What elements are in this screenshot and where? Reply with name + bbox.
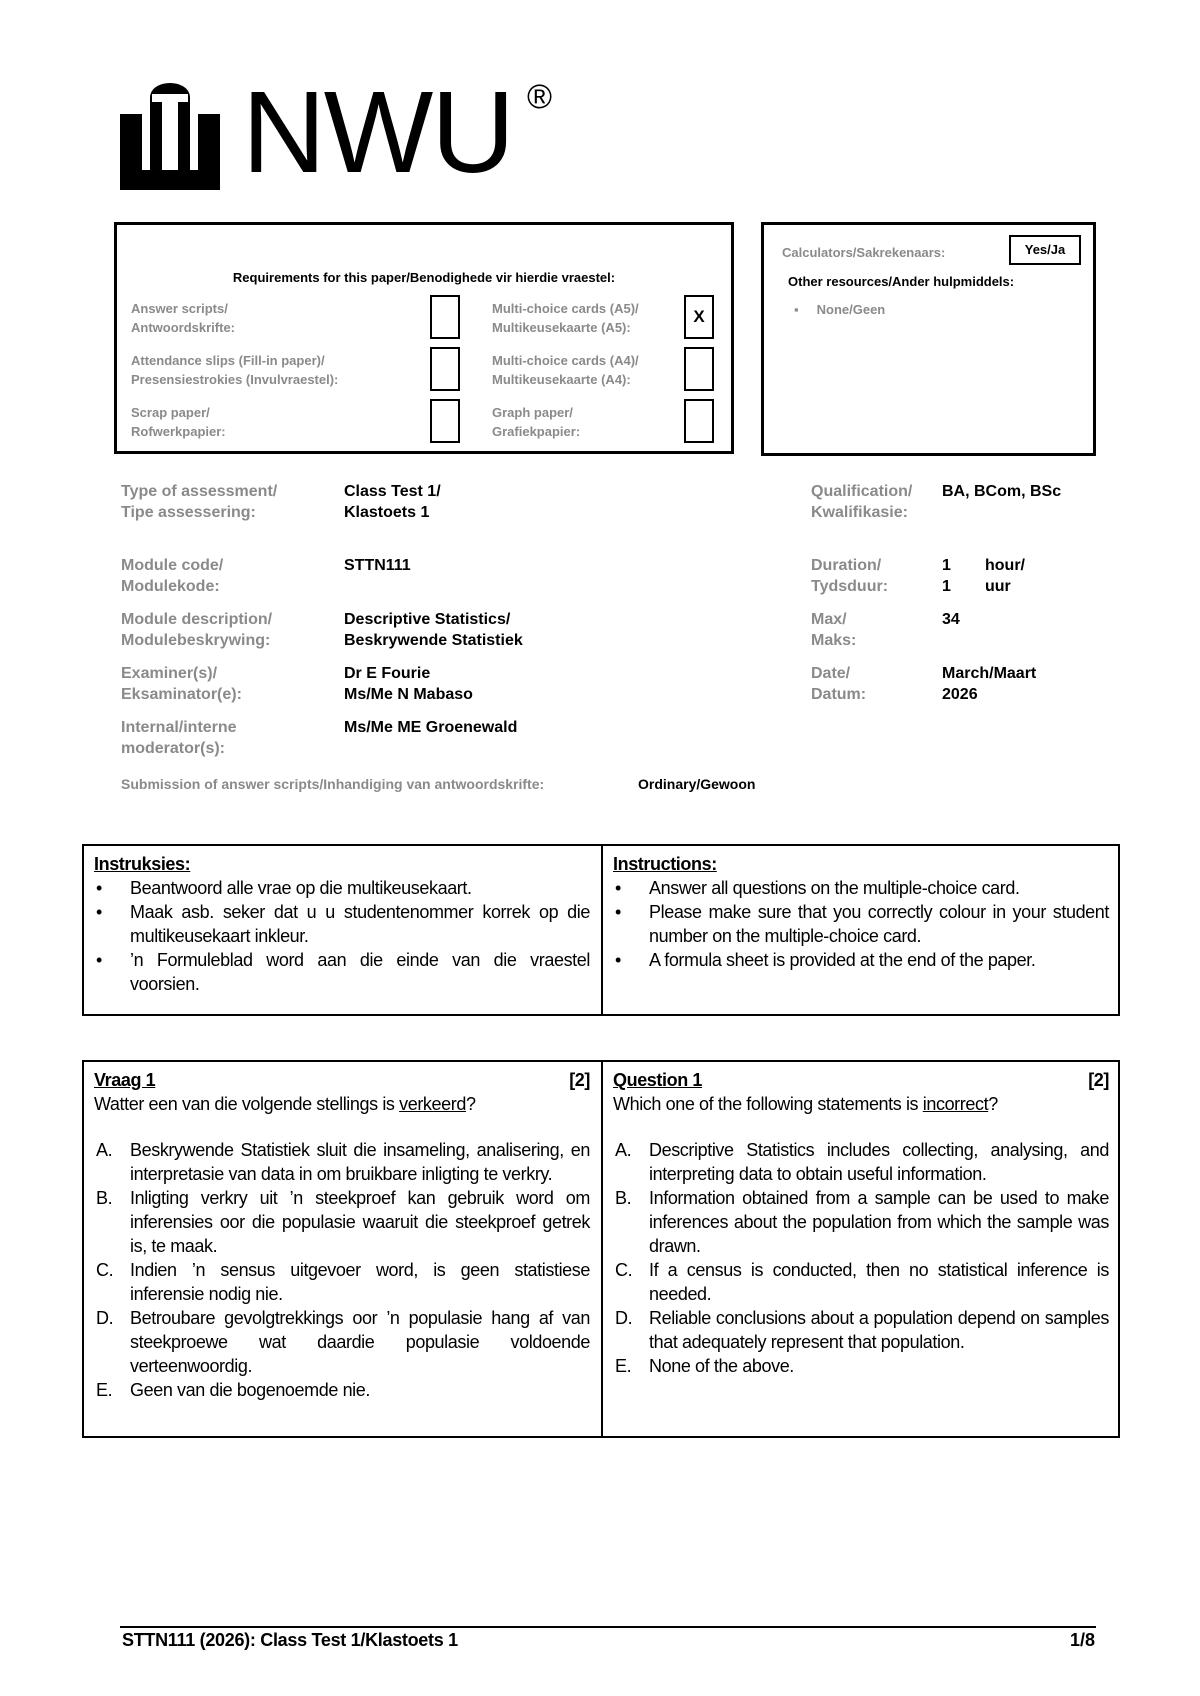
option-a[interactable] (613, 1138, 1109, 1186)
submission-label: Submission of answer scripts/Inhandiging van antwoordskrifte: (121, 776, 545, 792)
label-line: Type of assessment/ (121, 483, 278, 500)
instructions-en-title: Instructions: (613, 854, 717, 874)
requirement-label-af: Grafiekpapier: (492, 424, 581, 439)
option-letter: A. (96, 1140, 113, 1160)
requirement-label-en: Attendance slips (Fill-in paper)/ (131, 353, 325, 368)
graph-paper-checkbox[interactable] (684, 399, 714, 443)
list-item: • A formula sheet is provided at the end of the paper. (613, 948, 1109, 972)
requirement-label-en: Scrap paper/ (131, 405, 210, 420)
calculators-label: Calculators/Sakrekenaars: (782, 245, 946, 260)
option-text: If a census is conducted, then no statistical inference is needed. (649, 1260, 1109, 1304)
resources-box (761, 222, 1096, 456)
requirement-label-af: Multikeusekaarte (A4): (492, 372, 631, 387)
qualification-value: BA, BCom, BSc (942, 483, 1062, 500)
value-line: March/Maart (942, 665, 1037, 682)
option-text: Geen van die bogenoemde nie. (130, 1380, 370, 1400)
label-line: Tydsduur: (811, 578, 889, 595)
option-letter: E. (615, 1356, 632, 1376)
module-code-label (121, 555, 223, 597)
label-line: Modulebeskrywing: (121, 632, 271, 649)
label-line: Examiner(s)/ (121, 665, 218, 682)
instructions-en-list (613, 876, 1109, 972)
value-line: Class Test 1/ (344, 483, 441, 500)
question-1-af-marks: [2] (569, 1070, 590, 1090)
option-text: Inligting verkry uit ’n steekproef kan gebruik word om inferensies oor die populasie waaruit die steekproef getrek is, te maak. (130, 1188, 590, 1256)
option-text: Indien ’n sensus uitgevoer word, is geen statistiese inferensie nodig nie. (130, 1260, 590, 1304)
option-text: Information obtained from a sample can be used to make inferences about the population from which the sample was drawn. (649, 1188, 1109, 1256)
nwu-emblem-icon (112, 78, 228, 196)
duration-label (811, 555, 888, 597)
question-1-en-column (613, 1068, 1109, 1378)
option-letter: D. (615, 1308, 633, 1328)
option-letter: E. (96, 1380, 113, 1400)
footer-title: STTN111 (2026): Class Test 1/Klastoets 1 (122, 1630, 458, 1650)
mc-cards-a4-checkbox[interactable] (684, 347, 714, 391)
requirement-attendance-slips (131, 351, 338, 389)
logo-text: NWU (242, 67, 514, 197)
instructions-en-column (613, 852, 1109, 972)
value-line: hour/ (985, 557, 1025, 574)
column-divider (601, 846, 603, 1014)
requirement-mc-cards-a4 (492, 351, 639, 389)
value-line: Descriptive Statistics/ (344, 611, 511, 628)
stem-text: ? (465, 1094, 476, 1114)
list-item: • Maak asb. seker dat u u studentenommer korrek op die multikeusekaart inkleur. (94, 900, 590, 948)
value-line: 1 (942, 578, 951, 595)
option-letter: A. (615, 1140, 632, 1160)
submission-value: Ordinary/Gewoon (638, 776, 756, 792)
value-line: Klastoets 1 (344, 504, 430, 521)
attendance-slips-checkbox[interactable] (430, 347, 460, 391)
question-1-en-stem (613, 1092, 1109, 1116)
label-line: Internal/interne (121, 719, 237, 736)
column-divider (601, 1062, 603, 1436)
requirement-label-af: Presensiestrokies (Invulvraestel): (131, 372, 339, 387)
question-1-af-title: Vraag 1 (94, 1070, 156, 1090)
nwu-logo (112, 67, 553, 197)
option-c[interactable] (613, 1258, 1109, 1306)
scrap-paper-checkbox[interactable] (430, 399, 460, 443)
date-value (942, 663, 1036, 705)
value-line: Ms/Me N Mabaso (344, 686, 473, 703)
stem-keyword: verkeerd (399, 1094, 466, 1114)
question-1-table (82, 1060, 1120, 1438)
option-e[interactable] (613, 1354, 1109, 1378)
option-d[interactable] (613, 1306, 1109, 1354)
requirement-label-af: Antwoordskrifte: (131, 320, 235, 335)
requirement-mc-cards-a5 (492, 299, 639, 337)
option-text: Betroubare gevolgtrekkings oor ’n populasie hang af van steekproewe wat daardie populasie voldoende verteenwoordig. (130, 1308, 590, 1376)
footer-rule (120, 1626, 1096, 1628)
option-letter: C. (96, 1260, 114, 1280)
module-description-label (121, 609, 272, 651)
option-letter: D. (96, 1308, 114, 1328)
label-line: Qualification/ (811, 483, 913, 500)
label-line: Module code/ (121, 557, 224, 574)
moderator-value: Ms/Me ME Groenewald (344, 719, 518, 736)
bullet-icon: ▪ (794, 302, 799, 317)
option-d[interactable] (94, 1306, 590, 1378)
list-item: • Please make sure that you correctly colour in your student number on the multiple-choice card. (613, 900, 1109, 948)
max-value: 34 (942, 611, 960, 628)
label-line: Tipe assessering: (121, 504, 256, 521)
stem-text: Which one of the following statements is (613, 1094, 923, 1114)
question-1-af-stem (94, 1092, 590, 1116)
option-a[interactable] (94, 1138, 590, 1186)
registered-mark: ® (527, 78, 553, 116)
option-c[interactable] (94, 1258, 590, 1306)
instructions-table (82, 844, 1120, 1016)
label-line: Datum: (811, 686, 867, 703)
list-item: • Beantwoord alle vrae op die multikeusekaart. (94, 876, 590, 900)
option-text: Reliable conclusions about a population depend on samples that adequately represent that population. (649, 1308, 1109, 1352)
value-line: uur (985, 578, 1011, 595)
question-1-af-header (94, 1068, 590, 1092)
stem-text: ? (988, 1094, 998, 1114)
other-resources-label: Other resources/Ander hulpmiddels: (788, 274, 1015, 289)
option-text: Descriptive Statistics includes collecting, analysing, and interpreting data to obtain useful information. (649, 1140, 1109, 1184)
requirement-answer-scripts (131, 299, 235, 337)
answer-scripts-checkbox[interactable] (430, 295, 460, 339)
calculators-value: Yes/Ja (1009, 235, 1081, 265)
mc-cards-a5-checkbox[interactable]: X (684, 295, 714, 339)
label-line: Module description/ (121, 611, 273, 628)
stem-keyword: incorrect (922, 1094, 989, 1114)
option-text: Beskrywende Statistiek sluit die insameling, analisering, en interpretasie van data in om bruikbare inligting te verkry. (130, 1140, 590, 1184)
value-line: Dr E Fourie (344, 665, 431, 682)
date-label (811, 663, 866, 705)
requirement-label-af: Rofwerkpapier: (131, 424, 226, 439)
requirements-title: Requirements for this paper/Benodighede vir hierdie vraestel: (232, 270, 616, 285)
max-label (811, 609, 856, 651)
instructions-af-title: Instruksies: (94, 854, 191, 874)
value-line: 2026 (942, 686, 978, 703)
requirement-label-af: Multikeusekaarte (A5): (492, 320, 631, 335)
instructions-af-list (94, 876, 590, 996)
duration-unit (985, 555, 1025, 597)
requirements-box (114, 222, 734, 454)
other-resources-value: None/Geen (816, 302, 886, 317)
question-1-en-title: Question 1 (613, 1070, 703, 1090)
qualification-label (811, 481, 912, 523)
assessment-type-value (344, 481, 441, 523)
requirement-label-en: Answer scripts/ (131, 301, 228, 316)
other-resources-item (794, 302, 885, 317)
label-line: Date/ (811, 665, 851, 682)
option-b[interactable] (94, 1186, 590, 1258)
option-letter: B. (96, 1188, 113, 1208)
moderator-label (121, 717, 237, 759)
question-1-en-marks: [2] (1088, 1070, 1109, 1090)
label-line: Eksaminator(e): (121, 686, 242, 703)
question-1-af-options (94, 1138, 590, 1402)
option-letter: C. (615, 1260, 633, 1280)
label-line: Maks: (811, 632, 857, 649)
duration-value (942, 555, 951, 597)
label-line: Max/ (811, 611, 847, 628)
option-text: None of the above. (649, 1356, 794, 1376)
examiners-value (344, 663, 473, 705)
question-1-af-column (94, 1068, 590, 1402)
requirement-scrap-paper (131, 403, 226, 441)
requirement-graph-paper (492, 403, 580, 441)
label-line: Duration/ (811, 557, 882, 574)
list-item: • ’n Formuleblad word aan die einde van die vraestel voorsien. (94, 948, 590, 996)
instructions-af-column (94, 852, 590, 996)
question-1-en-options (613, 1138, 1109, 1378)
requirement-label-en: Multi-choice cards (A4)/ (492, 353, 639, 368)
value-line: 1 (942, 557, 951, 574)
label-line: Kwalifikasie: (811, 504, 908, 521)
option-b[interactable] (613, 1186, 1109, 1258)
examiners-label (121, 663, 242, 705)
question-1-en-header (613, 1068, 1109, 1092)
requirement-label-en: Graph paper/ (492, 405, 573, 420)
label-line: Modulekode: (121, 578, 220, 595)
value-line: Beskrywende Statistiek (344, 632, 523, 649)
option-e[interactable] (94, 1378, 590, 1402)
page-number: 1/8 (1069, 1630, 1095, 1650)
list-item: • Answer all questions on the multiple-choice card. (613, 876, 1109, 900)
requirement-label-en: Multi-choice cards (A5)/ (492, 301, 639, 316)
module-description-value (344, 609, 523, 651)
assessment-type-label (121, 481, 277, 523)
module-code-value: STTN111 (344, 557, 411, 574)
stem-text: Watter een van die volgende stellings is (94, 1094, 400, 1114)
option-letter: B. (615, 1188, 632, 1208)
label-line: moderator(s): (121, 740, 226, 757)
